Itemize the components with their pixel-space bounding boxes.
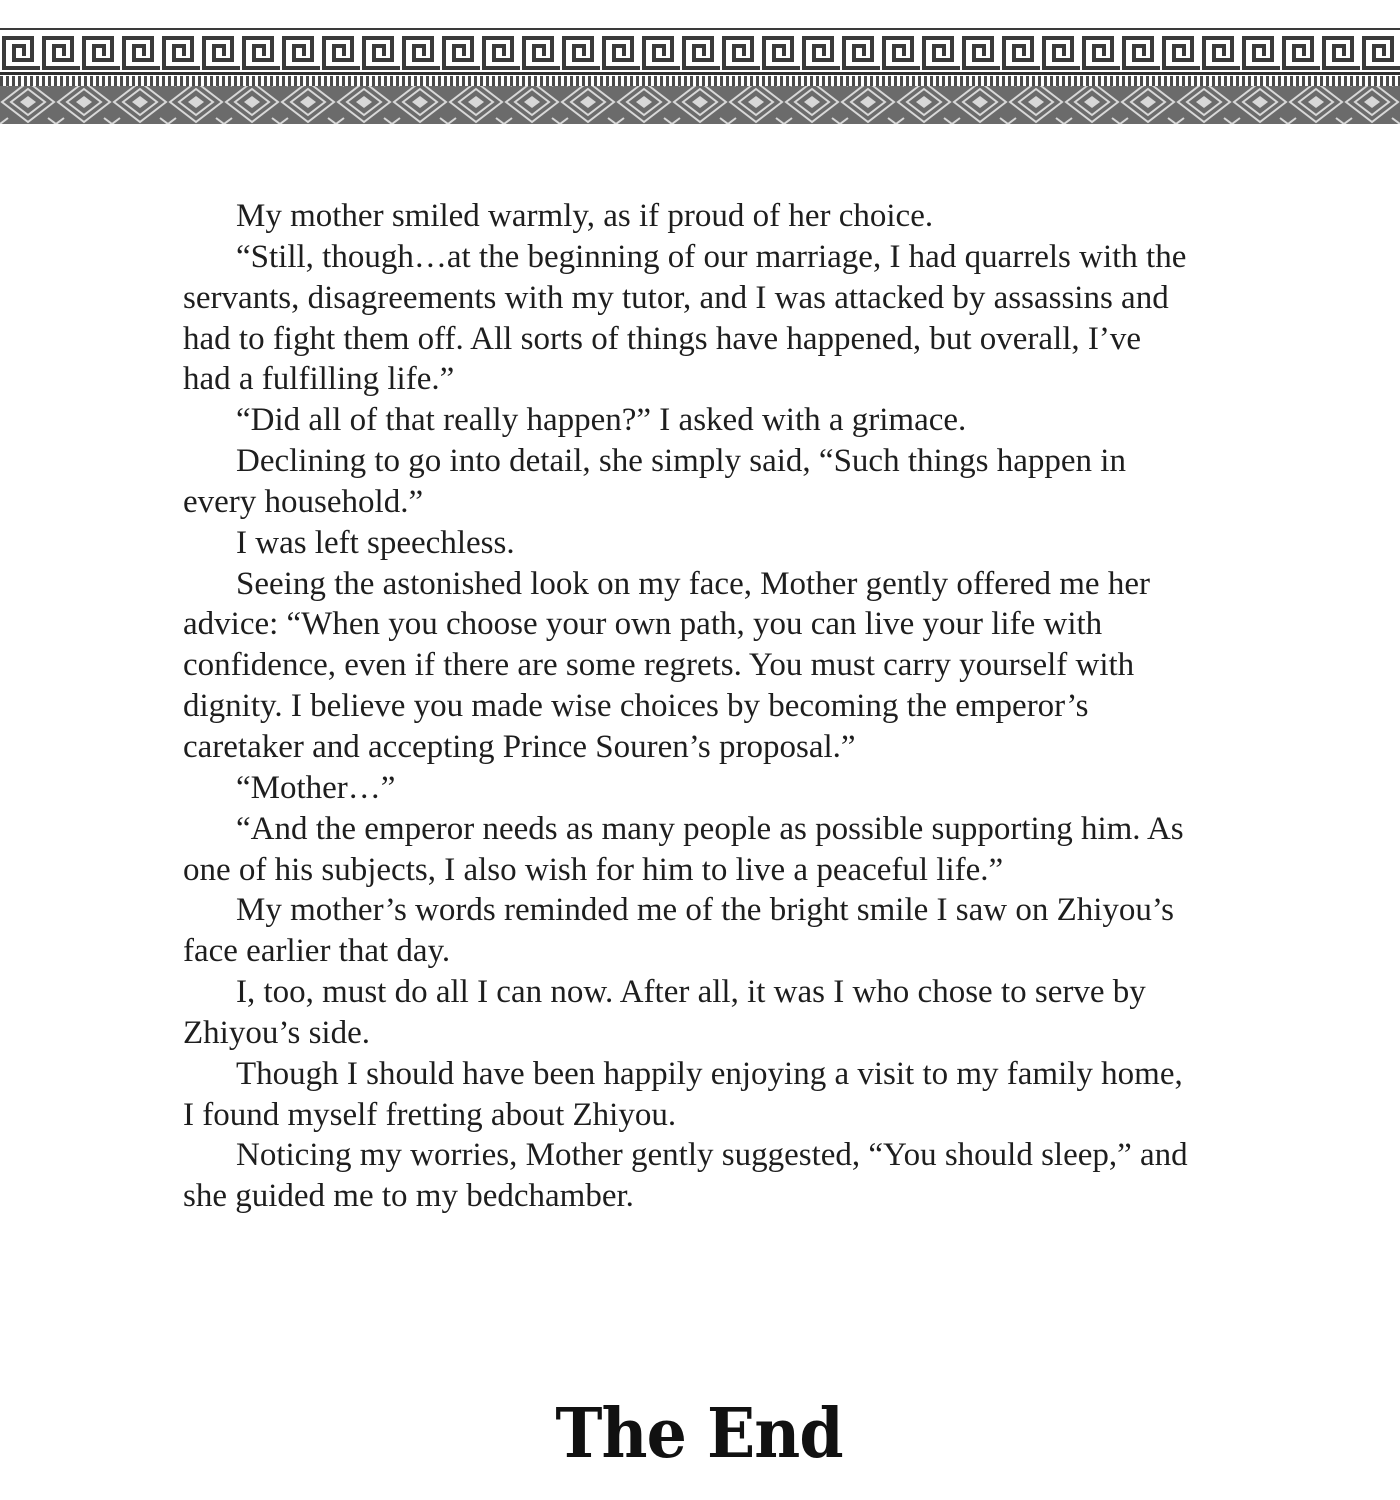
story-text (183, 196, 1193, 1217)
paragraph: “Did all of that really happen?” I asked with a grimace. (236, 402, 967, 439)
greek-key-border-icon (0, 0, 1400, 124)
paragraph: “Still, though…at the beginning of our marriage, I had quarrels with the servants, disagreements with my tutor, and I was attacked by assassins and had to fight them off. All sorts of things have happened, but overall, I’ve had a fulfilling life.” (183, 238, 1187, 398)
paragraph: Noticing my worries, Mother gently suggested, “You should sleep,” and she guided me to my bedchamber. (183, 1137, 1188, 1215)
paragraph: Declining to go into detail, she simply said, “Such things happen in every household.” (183, 443, 1126, 520)
paragraph: Though I should have been happily enjoying a visit to my family home, I found myself fretting about Zhiyou. (183, 1055, 1183, 1133)
paragraph: “Mother…” (236, 769, 396, 806)
paragraph: My mother smiled warmly, as if proud of her choice. (236, 198, 934, 234)
paragraph: I, too, must do all I can now. After all, it was I who chose to serve by Zhiyou’s side. (183, 974, 1146, 1051)
paragraph: I was left speechless. (236, 524, 515, 561)
paragraph: My mother’s words reminded me of the bright smile I saw on Zhiyou’s face earlier that day. (183, 892, 1174, 970)
paragraph: “And the emperor needs as many people as possible supporting him. As one of his subjects, I also wish for him to live a peaceful life.” (183, 810, 1184, 888)
paragraph: Seeing the astonished look on my face, Mother gently offered me her advice: “When you choose your own path, you can live your life with confidence, even if there are some regrets. You must carry yourself with dignity. I believe you made wise choices by becoming the emperor’s caretaker and accepting Prince Souren’s proposal.” (183, 565, 1150, 765)
the-end-title: The End (555, 1394, 843, 1474)
